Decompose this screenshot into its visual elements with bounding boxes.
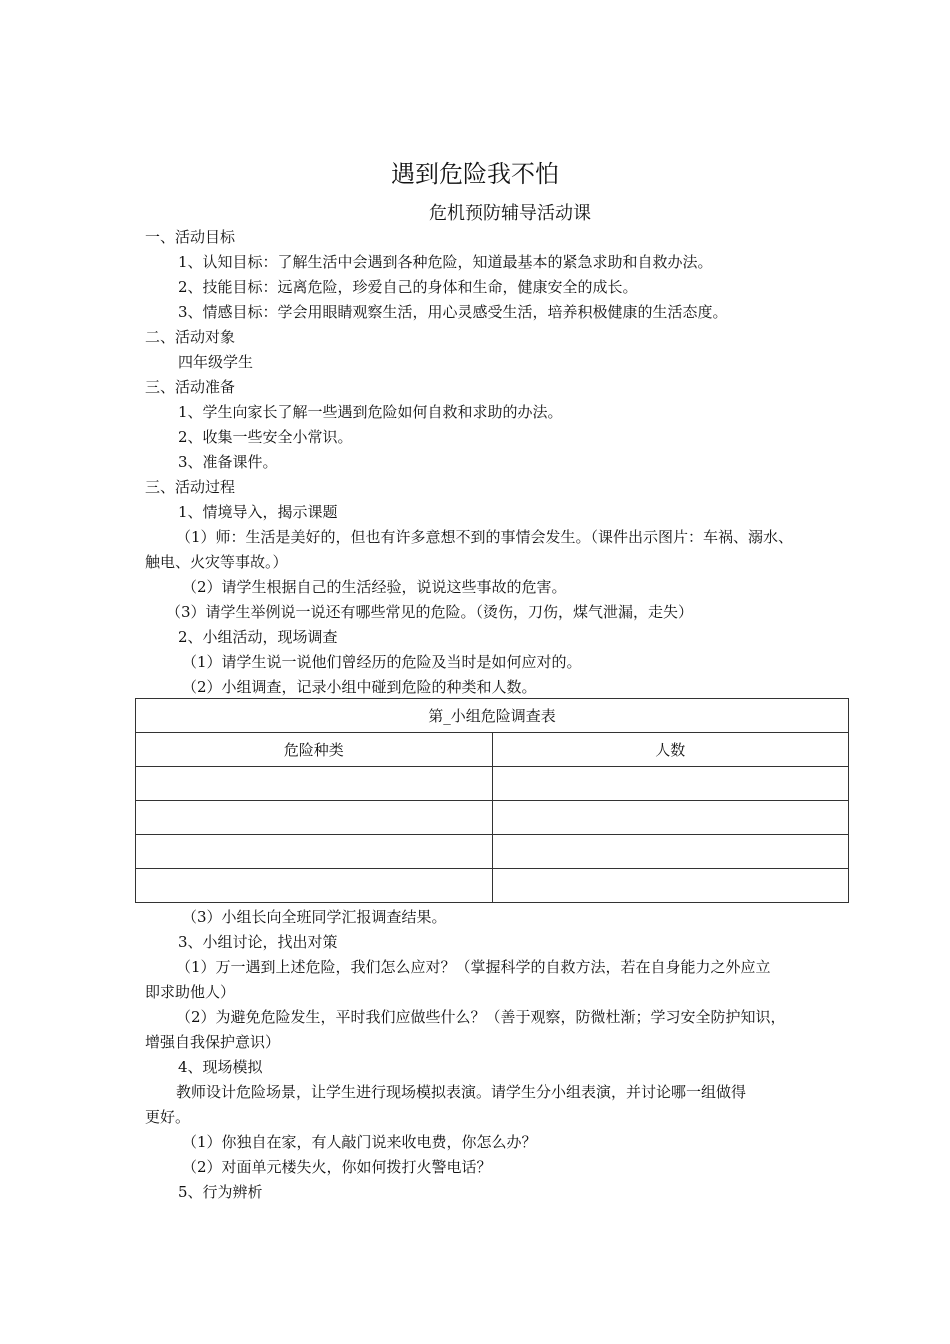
paragraph-line: （1）请学生说一说他们曾经历的危险及当时是如何应对的。 [182,653,582,671]
paragraph-line: 2、技能目标：远离危险，珍爱自己的身体和生命，健康安全的成长。 [178,278,638,296]
paragraph-line: 3、小组讨论，找出对策 [178,933,338,951]
table-cell [136,869,493,903]
paragraph-line: 触电、火灾等事故。） [145,553,288,571]
table-row [136,801,849,835]
paragraph-line: 1、学生向家长了解一些遇到危险如何自救和求助的办法。 [178,403,563,421]
section-heading-goals: 一、活动目标 [145,228,236,246]
paragraph-line: 2、收集一些安全小常识。 [178,428,353,446]
paragraph-line: （2）小组调查，记录小组中碰到危险的种类和人数。 [182,678,537,696]
paragraph-line: 4、现场模拟 [178,1058,263,1076]
table-row [136,835,849,869]
paragraph-line: 3、准备课件。 [178,453,278,471]
table-cell [136,835,493,869]
paragraph-line: 四年级学生 [178,353,254,371]
paragraph-line: （1）师：生活是美好的，但也有许多意想不到的事情会发生。（课件出示图片：车祸、溺水、 [176,528,794,546]
section-heading-preparation: 三、活动准备 [145,378,236,396]
paragraph-line: （1）万一遇到上述危险，我们怎么应对？（掌握科学的自救方法，若在自身能力之外应立 [176,958,771,976]
paragraph-line: 5、行为辨析 [178,1183,263,1201]
paragraph-line: 教师设计危险场景，让学生进行现场模拟表演。请学生分小组表演，并讨论哪一组做得 [176,1083,747,1101]
paragraph-line: （2）请学生根据自己的生活经验，说说这些事故的危害。 [182,578,567,596]
paragraph-line: 3、情感目标：学会用眼睛观察生活，用心灵感受生活，培养积极健康的生活态度。 [178,303,728,321]
table-cell [492,767,849,801]
table-header-row [136,733,849,767]
paragraph-line: 增强自我保护意识） [145,1033,281,1051]
section-heading-target: 二、活动对象 [145,328,236,346]
section-heading-process: 三、活动过程 [145,478,236,496]
table-caption: 第_小组危险调查表 [136,699,849,733]
survey-table [135,698,849,903]
paragraph-line: 1、情境导入，揭示课题 [178,503,338,521]
paragraph-line: 即求助他人） [145,983,236,1001]
paragraph-line: （1）你独自在家，有人敲门说来收电费，你怎么办？ [182,1133,537,1151]
paragraph-line: （2）为避免危险发生，平时我们应做些什么？（善于观察，防微杜渐；学习安全防护知识， [176,1008,786,1026]
table-caption-row [136,699,849,733]
table-cell [492,835,849,869]
paragraph-line: 1、认知目标：了解生活中会遇到各种危险，知道最基本的紧急求助和自救办法。 [178,253,713,271]
table-cell [492,869,849,903]
table-cell [136,767,493,801]
table-cell [136,801,493,835]
paragraph-line: 2、小组活动，现场调查 [178,628,338,646]
paragraph-line: （3）小组长向全班同学汇报调查结果。 [182,908,447,926]
paragraph-line: （3）请学生举例说一说还有哪些常见的危险。（烫伤，刀伤，煤气泄漏，走失） [166,603,694,621]
paragraph-line: 更好。 [145,1108,191,1126]
document-subtitle: 危机预防辅导活动课 [429,203,591,224]
table-cell [492,801,849,835]
table-row [136,767,849,801]
table-header-count: 人数 [492,733,849,767]
table-row [136,869,849,903]
paragraph-line: （2）对面单元楼失火，你如何拨打火警电话？ [182,1158,492,1176]
table-header-danger-type: 危险种类 [136,733,493,767]
document-title: 遇到危险我不怕 [391,160,559,188]
